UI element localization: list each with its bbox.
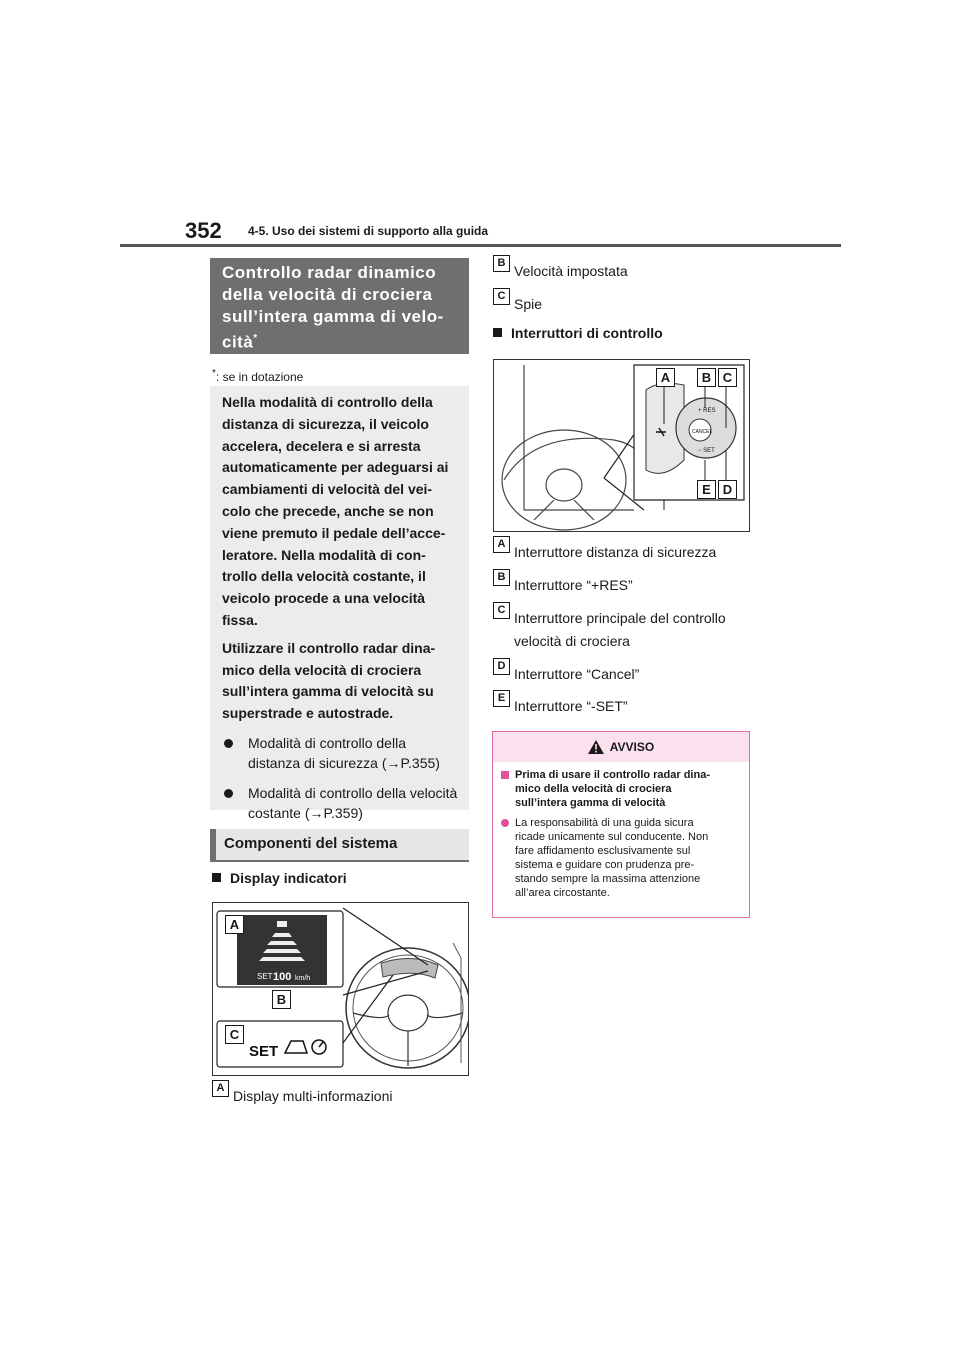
display-subheading <box>212 870 347 886</box>
intro-line: sull’intera gamma di velocità su <box>222 683 434 700</box>
title-line: sull’intera gamma di velo- <box>222 307 444 326</box>
warning-heading <box>501 768 741 810</box>
cancel-switch-label: CANCEL <box>692 429 713 435</box>
legend-text: Interruttore principale del controllo <box>514 610 726 626</box>
intro-line: Utilizzare il controllo radar dina- <box>222 639 436 656</box>
square-bullet-icon <box>493 328 502 337</box>
warning-text-line: stando sempre la massima attenzione <box>515 873 701 885</box>
footnote-text: : se in dotazione <box>215 370 304 384</box>
legend-key: C <box>493 288 510 305</box>
intro-line: fissa. <box>222 611 258 628</box>
legend-key: E <box>493 690 510 707</box>
legend-text: Interruttore “Cancel” <box>514 666 640 682</box>
section-title-box <box>210 258 469 354</box>
legend-key: B <box>493 255 510 272</box>
components-heading: Componenti del sistema <box>210 829 469 862</box>
title-line-text: cità <box>222 332 254 352</box>
controls-heading-text: Interruttori di controllo <box>511 325 663 341</box>
callout-label-d: D <box>718 480 737 499</box>
warning-text-line: sistema e guidare con prudenza pre- <box>515 859 695 871</box>
footnote-mark: * <box>212 368 216 379</box>
title-line: della velocità di crociera <box>222 285 433 304</box>
dashboard-illustration <box>213 903 468 1075</box>
display-heading-text: Display indicatori <box>230 870 347 886</box>
intro-line: superstrade e autostrade. <box>222 705 394 722</box>
intro-line: accelera, decelera e si arresta <box>222 437 421 454</box>
mode-list <box>222 733 459 823</box>
title-line: Controllo radar dinamico <box>222 263 437 282</box>
legend-text: Spie <box>514 296 543 312</box>
bullet-icon <box>501 819 509 827</box>
header-rule <box>120 244 841 247</box>
intro-line: mico della velocità di crociera <box>222 661 422 678</box>
footnote <box>212 368 303 384</box>
intro-line: trollo della velocità costante, il <box>222 568 426 585</box>
warning-text-line: fare affidamento esclusivamente sul <box>515 845 691 857</box>
warning-body <box>493 762 749 900</box>
warning-header <box>493 732 749 762</box>
callout-label-b: B <box>697 368 716 387</box>
legend-text: Velocità impostata <box>514 263 628 279</box>
callout-label-c: C <box>718 368 737 387</box>
title-asterisk: * <box>253 333 258 344</box>
warning-text-line: ricade unicamente sul conducente. Non <box>515 831 709 843</box>
res-switch-label: + RES <box>698 408 716 414</box>
warning-text <box>501 816 741 900</box>
intro-line: cambiamenti di velocità del vei- <box>222 481 433 498</box>
warning-heading-line: mico della velocità di crociera <box>515 783 672 795</box>
legend-text: Interruttore “+RES” <box>514 577 633 593</box>
mode-link-distance[interactable] <box>222 733 459 773</box>
legend-text: Interruttore distanza di sicurezza <box>514 544 717 560</box>
callout-label-c: C <box>225 1025 244 1044</box>
bullet-icon <box>224 739 233 748</box>
list-item-line: costante (→P.359) <box>248 804 363 821</box>
section-header: 4-5. Uso dei sistemi di supporto alla guida <box>248 224 489 238</box>
legend-key: D <box>493 658 510 675</box>
warning-heading-line: sull’intera gamma di velocità <box>515 797 666 809</box>
speed-unit: km/h <box>295 975 311 982</box>
mode-link-constant[interactable] <box>222 783 459 823</box>
warning-text-line: all’area circostante. <box>515 887 610 899</box>
set-switch-label: − SET <box>698 448 715 454</box>
intro-line: colo che precede, anche se non <box>222 502 434 519</box>
bullet-icon <box>224 789 233 798</box>
warning-box <box>492 731 750 918</box>
list-item-line: Modalità di controllo della <box>248 734 406 751</box>
legend-key: B <box>493 569 510 586</box>
square-bullet-icon <box>501 771 509 779</box>
speed-value: 100 <box>273 971 292 983</box>
intro-line: Nella modalità di controllo della <box>222 394 433 410</box>
set-label: SET <box>257 972 273 981</box>
legend-text-cont: velocità di crociera <box>514 633 630 649</box>
title-line <box>222 328 457 354</box>
controls-figure <box>493 359 750 532</box>
intro-line: leratore. Nella modalità di con- <box>222 546 426 563</box>
display-figure <box>212 902 469 1076</box>
intro-line: automaticamente per adeguarsi ai <box>222 459 449 476</box>
intro-line: distanza di sicurezza, il veicolo <box>222 415 429 432</box>
legend-key: A <box>493 536 510 553</box>
controls-subheading <box>493 325 663 341</box>
callout-label-e: E <box>697 480 716 499</box>
legend-text: Interruttore “-SET” <box>514 698 628 714</box>
warning-text-line: La responsabilità di una guida sicura <box>515 817 694 829</box>
callout-label-a: A <box>656 368 675 387</box>
square-bullet-icon <box>212 873 221 882</box>
intro-line: viene premuto il pedale dell’acce- <box>222 524 446 541</box>
warning-heading-line: Prima di usare il controllo radar dina- <box>515 769 710 781</box>
callout-label-a: A <box>225 915 244 934</box>
warning-icon <box>588 735 604 765</box>
intro-box <box>210 386 469 821</box>
set-indicator: SET <box>249 1043 279 1060</box>
legend-key: A <box>212 1080 229 1097</box>
warning-title: AVVISO <box>609 740 655 754</box>
callout-label-b: B <box>272 990 291 1009</box>
list-item-line: distanza di sicurezza (→P.355) <box>248 754 440 771</box>
legend-key: C <box>493 602 510 619</box>
intro-line: veicolo procede a una velocità <box>222 590 426 607</box>
page-number: 352 <box>185 218 222 243</box>
legend-text: Display multi-informazioni <box>233 1088 393 1104</box>
list-item-line: Modalità di controllo della velocità <box>248 784 458 801</box>
